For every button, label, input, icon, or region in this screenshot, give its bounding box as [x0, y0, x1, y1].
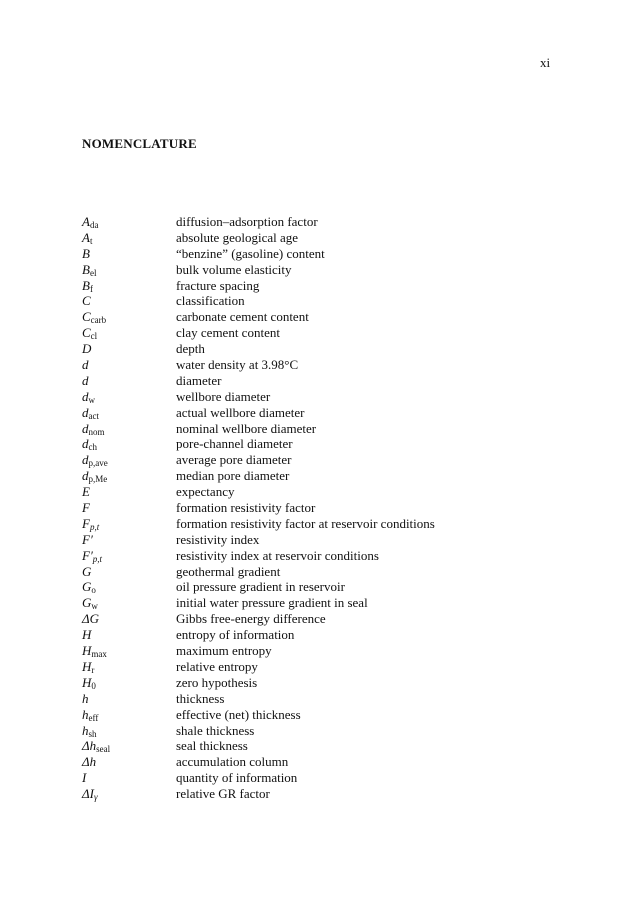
nomenclature-description: “benzine” (gasoline) content [176, 245, 325, 261]
symbol-subscript: da [89, 220, 99, 230]
nomenclature-symbol [82, 405, 176, 421]
nomenclature-row [82, 707, 562, 723]
symbol-main: G [82, 563, 92, 579]
nomenclature-description: fracture spacing [176, 277, 260, 293]
nomenclature-symbol [82, 770, 176, 786]
nomenclature-description: expectancy [176, 484, 235, 500]
nomenclature-symbol [82, 357, 176, 373]
nomenclature-row [82, 611, 562, 627]
nomenclature-symbol [82, 738, 176, 754]
nomenclature-row [82, 643, 562, 659]
nomenclature-description: actual wellbore diameter [176, 404, 305, 420]
nomenclature-symbol [82, 421, 176, 437]
nomenclature-symbol [82, 230, 176, 246]
nomenclature-row [82, 262, 562, 278]
nomenclature-symbol [82, 627, 176, 643]
symbol-subscript: p,t [89, 521, 100, 532]
symbol-subscript: max [91, 649, 107, 660]
symbol-main: F [82, 515, 90, 531]
symbol-subscript: el [89, 267, 97, 278]
nomenclature-description: diameter [176, 372, 222, 388]
nomenclature-symbol [82, 659, 176, 675]
nomenclature-symbol [82, 548, 176, 564]
symbol-main: Δh [82, 754, 97, 770]
nomenclature-description: quantity of information [176, 770, 298, 786]
symbol-subscript: nom [88, 426, 105, 437]
nomenclature-description: nominal wellbore diameter [176, 420, 317, 436]
nomenclature-symbol [82, 341, 176, 357]
nomenclature-description: effective (net) thickness [176, 706, 301, 722]
nomenclature-symbol [82, 595, 176, 611]
nomenclature-row [82, 293, 562, 309]
nomenclature-description: average pore diameter [176, 452, 292, 468]
nomenclature-row [82, 770, 562, 786]
nomenclature-description: water density at 3.98°C [176, 357, 299, 373]
nomenclature-row [82, 468, 562, 484]
symbol-main: A [82, 214, 90, 229]
nomenclature-description: bulk volume elasticity [176, 261, 292, 277]
nomenclature-list [82, 214, 562, 802]
nomenclature-description: wellbore diameter [176, 388, 271, 404]
nomenclature-row [82, 325, 562, 341]
nomenclature-description: median pore diameter [176, 468, 290, 484]
symbol-main: A [82, 229, 90, 245]
symbol-main: H [82, 674, 92, 690]
nomenclature-symbol [82, 246, 176, 262]
nomenclature-symbol [82, 500, 176, 516]
nomenclature-symbol [82, 452, 176, 468]
nomenclature-row [82, 659, 562, 675]
symbol-subscript: 0 [91, 680, 96, 691]
symbol-main: G [82, 595, 92, 611]
nomenclature-description: resistivity index at reservoir conditions [176, 547, 379, 563]
nomenclature-row [82, 738, 562, 754]
symbol-main: d [82, 372, 89, 388]
nomenclature-row [82, 278, 562, 294]
symbol-main: E [82, 484, 90, 500]
symbol-main: H [82, 658, 92, 674]
symbol-main: d [82, 468, 89, 484]
nomenclature-symbol [82, 579, 176, 595]
nomenclature-row [82, 595, 562, 611]
nomenclature-row [82, 373, 562, 389]
nomenclature-description: thickness [176, 690, 225, 706]
nomenclature-description: relative entropy [176, 658, 258, 674]
nomenclature-row [82, 436, 562, 452]
nomenclature-symbol [82, 214, 176, 230]
nomenclature-symbol [82, 643, 176, 659]
nomenclature-row [82, 500, 562, 516]
nomenclature-symbol [82, 309, 176, 325]
nomenclature-description: classification [176, 293, 245, 309]
nomenclature-symbol [82, 436, 176, 452]
nomenclature-symbol [82, 325, 176, 341]
nomenclature-row [82, 389, 562, 405]
symbol-main: C [82, 325, 91, 341]
symbol-subscript: f [89, 283, 93, 294]
symbol-subscript: act [88, 410, 99, 421]
nomenclature-row [82, 452, 562, 468]
symbol-main: B [82, 245, 90, 261]
nomenclature-symbol [82, 516, 176, 532]
nomenclature-description: depth [176, 341, 205, 357]
nomenclature-symbol [82, 468, 176, 484]
symbol-main: H [82, 627, 92, 643]
symbol-main: h [82, 706, 89, 722]
nomenclature-row [82, 786, 562, 802]
nomenclature-row [82, 548, 562, 564]
symbol-main: d [82, 420, 89, 436]
nomenclature-row [82, 214, 562, 230]
nomenclature-description: Gibbs free-energy difference [176, 611, 326, 627]
nomenclature-row [82, 532, 562, 548]
nomenclature-symbol [82, 389, 176, 405]
nomenclature-row [82, 309, 562, 325]
nomenclature-description: pore-channel diameter [176, 436, 293, 452]
nomenclature-row [82, 723, 562, 739]
nomenclature-description: zero hypothesis [176, 674, 258, 690]
nomenclature-symbol [82, 564, 176, 580]
nomenclature-description: shale thickness [176, 722, 255, 738]
symbol-subscript: carb [90, 315, 107, 326]
nomenclature-symbol [82, 611, 176, 627]
nomenclature-description: relative GR factor [176, 786, 270, 802]
symbol-main: h [82, 722, 89, 738]
symbol-main: B [82, 261, 90, 277]
symbol-main: C [82, 293, 91, 309]
symbol-main: ΔG [82, 611, 100, 627]
nomenclature-symbol [82, 675, 176, 691]
nomenclature-symbol [82, 278, 176, 294]
nomenclature-row [82, 627, 562, 643]
nomenclature-description: geothermal gradient [176, 563, 281, 579]
nomenclature-row [82, 579, 562, 595]
section-heading: NOMENCLATURE [82, 136, 197, 151]
symbol-main: d [82, 388, 89, 404]
nomenclature-symbol [82, 484, 176, 500]
nomenclature-description: formation resistivity factor at reservoir conditions [176, 515, 435, 531]
nomenclature-description: formation resistivity factor [176, 500, 316, 516]
nomenclature-row [82, 691, 562, 707]
nomenclature-description: resistivity index [176, 531, 260, 547]
symbol-main: d [82, 452, 89, 468]
symbol-main: h [82, 690, 89, 706]
page-number: xi [540, 55, 551, 70]
symbol-main: C [82, 309, 91, 325]
nomenclature-symbol [82, 786, 176, 802]
nomenclature-description: seal thickness [176, 738, 248, 754]
symbol-subscript: o [91, 585, 96, 596]
symbol-main: I [82, 770, 87, 786]
symbol-main: B [82, 277, 90, 293]
nomenclature-description: clay cement content [176, 325, 280, 341]
symbol-main: F′ [82, 531, 93, 547]
symbol-subscript: cl [90, 331, 98, 342]
symbol-subscript: γ [93, 792, 98, 803]
nomenclature-row [82, 516, 562, 532]
nomenclature-description: absolute geological age [176, 229, 299, 245]
symbol-main: H [82, 643, 92, 659]
symbol-subscript: seal [96, 744, 111, 755]
nomenclature-row [82, 754, 562, 770]
symbol-subscript: eff [88, 712, 99, 723]
nomenclature-row [82, 484, 562, 500]
symbol-main: ΔI [82, 786, 94, 802]
nomenclature-description: initial water pressure gradient in seal [176, 595, 368, 611]
nomenclature-description: oil pressure gradient in reservoir [176, 579, 345, 595]
nomenclature-symbol [82, 262, 176, 278]
symbol-subscript: sh [88, 728, 97, 739]
symbol-subscript: p,ave [88, 458, 108, 469]
symbol-main: F′ [82, 547, 93, 563]
nomenclature-row [82, 230, 562, 246]
nomenclature-description: entropy of information [176, 627, 295, 643]
nomenclature-row [82, 564, 562, 580]
symbol-main: Δh [82, 738, 97, 754]
nomenclature-symbol [82, 723, 176, 739]
nomenclature-row [82, 421, 562, 437]
symbol-main: G [82, 579, 92, 595]
nomenclature-symbol [82, 532, 176, 548]
symbol-main: d [82, 404, 89, 420]
symbol-main: d [82, 357, 89, 373]
nomenclature-description: maximum entropy [176, 643, 272, 659]
nomenclature-symbol [82, 707, 176, 723]
nomenclature-row [82, 341, 562, 357]
nomenclature-symbol [82, 691, 176, 707]
symbol-subscript: w [91, 601, 98, 612]
symbol-main: F [82, 500, 90, 516]
symbol-main: D [82, 341, 92, 357]
symbol-subscript: t [89, 235, 93, 246]
nomenclature-description: accumulation column [176, 754, 289, 770]
nomenclature-symbol [82, 293, 176, 309]
symbol-subscript: w [88, 394, 95, 405]
symbol-subscript: p,Me [88, 474, 108, 485]
nomenclature-row [82, 405, 562, 421]
nomenclature-symbol [82, 754, 176, 770]
nomenclature-description: diffusion–adsorption factor [176, 214, 318, 229]
symbol-main: d [82, 436, 89, 452]
symbol-subscript: r [91, 664, 95, 675]
symbol-subscript: ch [88, 442, 97, 453]
nomenclature-row [82, 675, 562, 691]
nomenclature-symbol [82, 373, 176, 389]
nomenclature-description: carbonate cement content [176, 309, 309, 325]
nomenclature-row [82, 357, 562, 373]
nomenclature-row [82, 246, 562, 262]
symbol-subscript: p,t [92, 553, 103, 564]
